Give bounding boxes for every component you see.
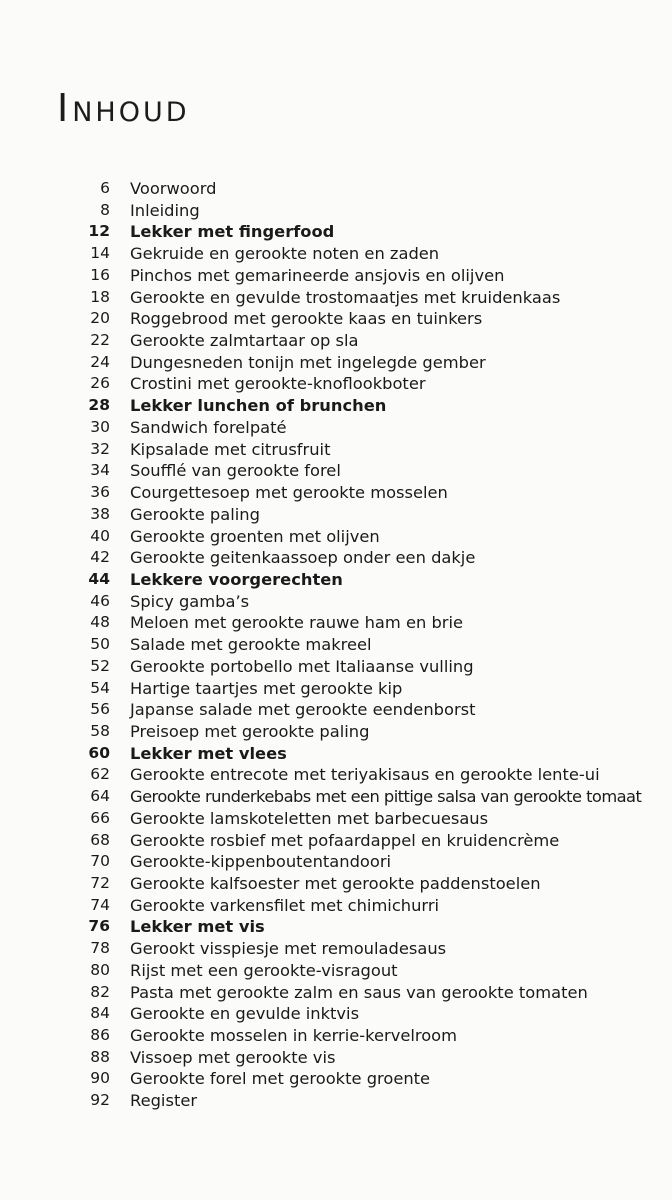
toc-entry-title: Gerookte groenten met olijven — [130, 526, 380, 546]
toc-page-number: 82 — [90, 982, 110, 1001]
toc-entry — [0, 764, 672, 786]
toc-entry-title: Roggebrood met gerookte kaas en tuinkers — [130, 309, 483, 329]
title-rest: NHOUD — [72, 97, 190, 128]
toc-page-number: 54 — [90, 678, 110, 697]
toc-entry — [0, 982, 672, 1004]
toc-entry-title: Courgettesoep met gerookte mosselen — [130, 483, 448, 503]
toc-entry — [0, 373, 672, 395]
toc-page-number: 48 — [90, 613, 110, 632]
toc-page-number: 22 — [90, 331, 110, 350]
toc-entry-title: Pinchos met gemarineerde ansjovis en olijven — [130, 265, 505, 285]
toc-entry — [0, 612, 672, 634]
toc-entry — [0, 808, 672, 830]
toc-page-number: 6 — [100, 179, 110, 197]
toc-section-heading — [0, 569, 672, 591]
toc-entry-title: Gerookt visspiesje met remouladesaus — [130, 939, 447, 959]
toc-entry-title: Gerookte runderkebabs met een pittige salsa van gerookte tomaat — [130, 787, 642, 807]
toc-entry-title: Gerookte forel met gerookte groente — [130, 1069, 431, 1089]
toc-entry-title: Lekkere voorgerechten — [130, 569, 343, 589]
toc-page-number: 14 — [90, 244, 110, 263]
toc-section-heading — [0, 916, 672, 938]
toc-entry-title: Inleiding — [130, 200, 200, 220]
toc-entry-title: Gerookte rosbief met pofaardappel en kruidencrème — [130, 830, 560, 850]
toc-entry-title: Lekker met vis — [130, 917, 265, 937]
toc-page-number: 42 — [90, 548, 110, 567]
toc-entry — [0, 1003, 672, 1025]
toc-entry — [0, 1025, 672, 1047]
toc-page-number: 8 — [100, 200, 110, 219]
toc-entry-title: Vissoep met gerookte vis — [130, 1047, 336, 1067]
toc-page-number: 40 — [90, 526, 110, 545]
toc-entry — [0, 634, 672, 656]
toc-entry — [0, 439, 672, 461]
toc-page-number: 90 — [90, 1069, 110, 1088]
toc-section-heading — [0, 395, 672, 417]
toc-entry — [0, 265, 672, 287]
toc-entry-title: Gerookte zalmtartaar op sla — [130, 331, 359, 351]
toc-page-number: 24 — [90, 352, 110, 371]
toc-section-heading — [0, 221, 672, 243]
toc-entry-title: Kipsalade met citrusfruit — [130, 439, 331, 459]
toc-entry-title: Rijst met een gerookte-visragout — [130, 960, 398, 980]
toc-entry — [0, 830, 672, 852]
toc-page-number: 46 — [90, 591, 110, 610]
toc-page-number: 36 — [90, 483, 110, 502]
toc-entry-title: Dungesneden tonijn met ingelegde gember — [130, 352, 486, 372]
toc-page-number: 56 — [90, 700, 110, 719]
toc-entry-title: Gerookte kalfsoester met gerookte paddenstoelen — [130, 874, 541, 893]
toc-entry — [0, 243, 672, 265]
toc-page-number: 18 — [90, 287, 110, 306]
toc-entry — [0, 352, 672, 374]
toc-entry — [0, 330, 672, 352]
toc-entry-title: Gerookte en gevulde trostomaatjes met kruidenkaas — [130, 287, 561, 307]
toc-page-number: 30 — [90, 417, 110, 436]
toc-entry-title: Soufflé van gerookte forel — [130, 461, 341, 481]
toc-entry — [0, 873, 672, 895]
toc-page-number: 16 — [90, 265, 110, 284]
toc-entry-title: Gerookte paling — [130, 504, 260, 524]
toc-entry-title: Gerookte varkensfilet met chimichurri — [130, 895, 440, 915]
toc-entry — [0, 308, 672, 330]
toc-page-number: 50 — [90, 635, 110, 654]
toc-page-number: 70 — [90, 852, 110, 871]
toc-entry-title: Meloen met gerookte rauwe ham en brie — [130, 613, 464, 633]
toc-page-number: 32 — [90, 439, 110, 458]
toc-entry-title: Gerookte geitenkaassoep onder een dakje — [130, 548, 476, 568]
toc-section-heading — [0, 743, 672, 765]
toc-entry-title: Crostini met gerookte-knoflookboter — [130, 374, 426, 394]
toc-page-number: 86 — [90, 1026, 110, 1045]
toc-entry-title: Spicy gamba’s — [130, 591, 250, 611]
toc-entry — [0, 678, 672, 700]
toc-entry — [0, 699, 672, 721]
page-title — [57, 88, 190, 133]
toc-page-number: 12 — [88, 222, 110, 241]
toc-entry — [0, 1090, 672, 1112]
toc-page-number: 76 — [88, 917, 110, 936]
toc-page-number: 34 — [90, 461, 110, 480]
toc-page-number: 64 — [90, 787, 110, 806]
toc-entry-title: Voorwoord — [130, 179, 217, 198]
toc-entry — [0, 960, 672, 982]
toc-entry-title: Gerookte portobello met Italiaanse vulling — [130, 656, 474, 676]
toc-entry — [0, 851, 672, 873]
toc-entry — [0, 895, 672, 917]
toc-entry-title: Gerookte mosselen in kerrie-kervelroom — [130, 1026, 457, 1046]
toc-page-number: 58 — [90, 721, 110, 740]
toc-page-number: 78 — [90, 939, 110, 958]
toc-entry-title: Hartige taartjes met gerookte kip — [130, 678, 403, 698]
toc-entry-title: Gerookte entrecote met teriyakisaus en gerookte lente-ui — [130, 765, 600, 785]
toc-page-number: 66 — [90, 808, 110, 827]
toc-page-number: 72 — [90, 874, 110, 892]
toc-entry — [0, 178, 672, 200]
toc-page-number: 92 — [90, 1091, 110, 1110]
toc-entry-title: Gerookte-kippenboutentandoori — [130, 852, 392, 872]
toc-page-number: 88 — [90, 1047, 110, 1066]
toc-page-number: 28 — [88, 396, 110, 415]
toc-entry — [0, 721, 672, 743]
toc-entry-title: Gerookte en gevulde inktvis — [130, 1004, 360, 1024]
toc-page-number: 52 — [90, 656, 110, 675]
table-of-contents — [0, 178, 672, 1112]
toc-entry — [0, 656, 672, 678]
toc-entry — [0, 460, 672, 482]
toc-page-number: 44 — [88, 569, 110, 588]
toc-page-number: 20 — [90, 309, 110, 328]
toc-entry-title: Lekker lunchen of brunchen — [130, 396, 387, 416]
toc-page-number: 74 — [90, 895, 110, 914]
toc-entry-title: Pasta met gerookte zalm en saus van gerookte tomaten — [130, 982, 588, 1002]
toc-entry — [0, 287, 672, 309]
toc-entry-title: Register — [130, 1091, 198, 1111]
toc-page-number: 26 — [90, 374, 110, 393]
toc-page-number: 80 — [90, 960, 110, 979]
toc-entry — [0, 417, 672, 439]
toc-entry-title: Japanse salade met gerookte eendenborst — [130, 700, 476, 720]
toc-entry-title: Gekruide en gerookte noten en zaden — [130, 244, 440, 264]
toc-entry-title: Gerookte lamskoteletten met barbecuesaus — [130, 808, 489, 828]
toc-entry — [0, 1047, 672, 1069]
toc-entry — [0, 786, 672, 808]
toc-entry — [0, 526, 672, 548]
toc-entry-title: Sandwich forelpaté — [130, 417, 287, 437]
toc-entry — [0, 547, 672, 569]
toc-entry-title: Salade met gerookte makreel — [130, 635, 372, 655]
toc-page-number: 68 — [90, 830, 110, 849]
toc-page-number: 60 — [88, 743, 110, 762]
toc-entry — [0, 591, 672, 613]
toc-page-number: 84 — [90, 1004, 110, 1023]
toc-entry — [0, 200, 672, 222]
toc-entry-title: Preisoep met gerookte paling — [130, 721, 370, 741]
toc-entry-title: Lekker met fingerfood — [130, 222, 335, 242]
toc-entry-title: Lekker met vlees — [130, 743, 287, 763]
toc-page-number: 62 — [90, 765, 110, 784]
toc-page-number: 38 — [90, 504, 110, 523]
title-initial: I — [57, 86, 73, 130]
toc-entry — [0, 938, 672, 960]
toc-entry — [0, 1068, 672, 1090]
toc-entry — [0, 504, 672, 526]
toc-entry — [0, 482, 672, 504]
